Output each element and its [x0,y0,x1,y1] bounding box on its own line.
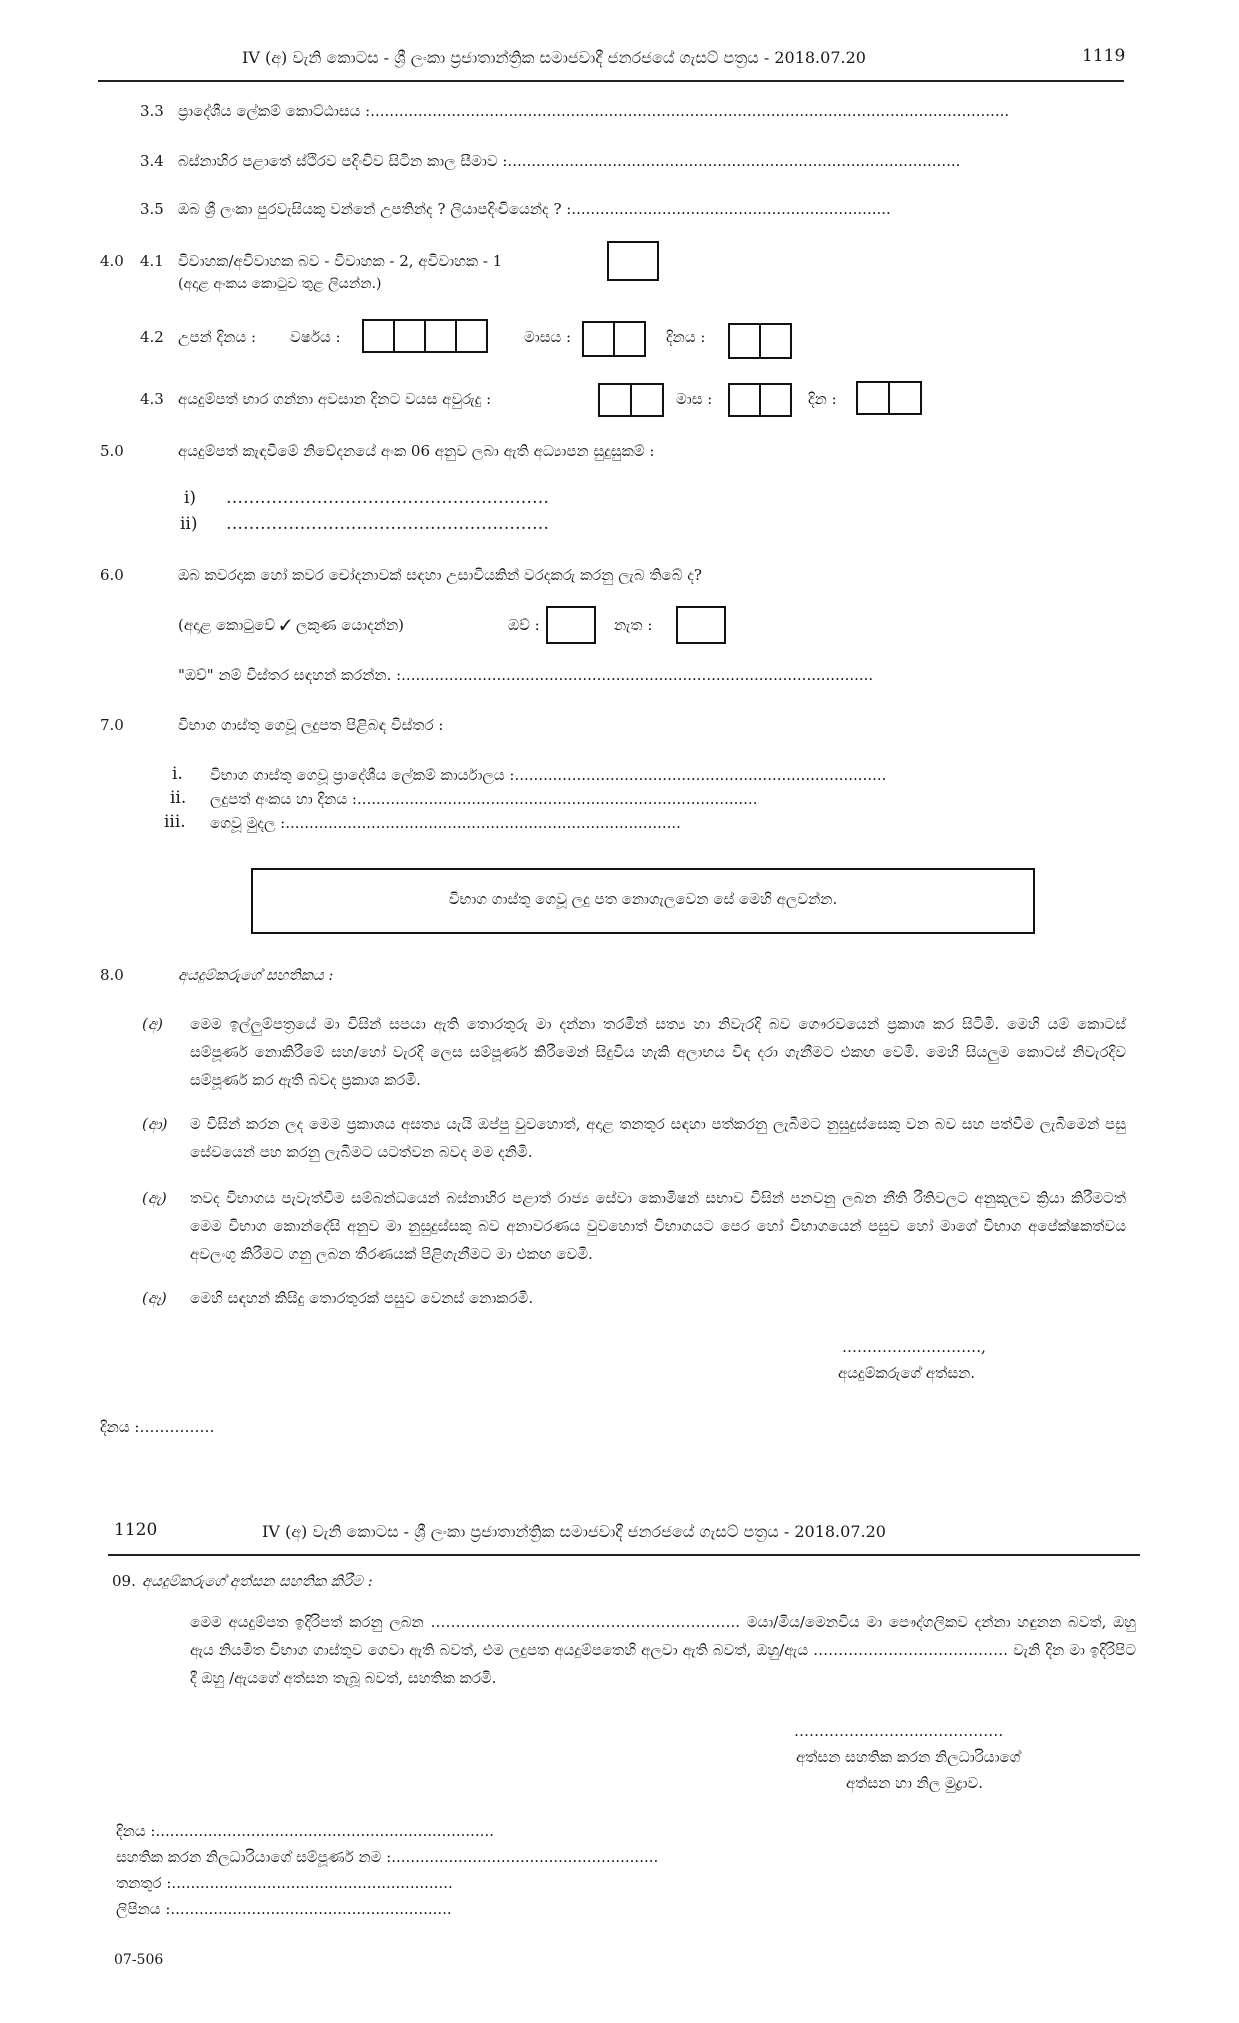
certifier-field: ලිපිනය :........................................................... [116,1900,452,1918]
q3-4-number: 3.4 [140,152,164,170]
receipt-paste-instruction: විභාග ගාස්තු ගෙවූ ලදු පත නොගැලවෙන සේ මෙහි අලවන්න. [448,890,838,908]
declaration-para [142,1110,1126,1166]
page-number: 1120 [114,1520,158,1540]
declaration-para-label: (ආ) [142,1115,168,1133]
q4-1-text: විවාහක/අවිවාහක බව - විවාහක - 2, අවිවාහක - 1 [178,252,503,270]
header-rule [98,80,1124,82]
certifier-field: දිනය :....................................................................... [116,1822,494,1840]
age-months-boxes[interactable] [728,383,792,417]
q7-item-label: ii. [170,788,187,808]
age-years-boxes[interactable] [598,383,664,417]
declaration-para-label: (ඈ) [142,1289,167,1307]
q5-item-dots: ………………………………………………… [226,488,549,508]
q8-title: අයදුම්කරුගේ සහතිකය : [178,966,334,984]
q6-yes-label: ඔව් : [508,616,540,634]
q7-item-field: විභාග ගාස්තු ගෙවූ ප්‍රාදේශීය ලේකම් කාර්යාලය :.............................................................................. [210,766,887,784]
q6-tick-note: (අදාළ කොටුවේ ✓ ලකුණ යොදන්න) [178,616,404,634]
dob-day-boxes[interactable] [728,323,792,359]
certifier-field: තනතුර :........................................................... [116,1874,453,1892]
q3-3-number: 3.3 [140,102,164,120]
q6-no-checkbox[interactable] [676,606,726,644]
applicant-signature-label: අයදුම්කරුගේ අත්සන. [838,1364,976,1382]
q7-item-label: iii. [164,812,186,832]
declaration-para-label: (අ) [142,1015,163,1033]
certifier-seal-label: අත්සන හා නිල මුද්‍රාව. [846,1774,983,1792]
certifier-field: සහතික කරන නිලධාරියාගේ සම්පූර්ණ නම :........................................................ [116,1848,659,1866]
q4-1-note: (අදාළ අංකය කොටුව තුළ ලියන්න.) [178,276,382,292]
certifier-signature-label: අත්සන සහතික කරන නිලධාරියාගේ [796,1748,1021,1766]
q7-item-label: i. [172,764,183,784]
q8-number: 8.0 [100,966,124,984]
q6-number: 6.0 [100,566,124,584]
q7-item-field: ලදුපත් අංකය හා දිනය :.................................................................................... [210,790,758,808]
declaration-para [142,1284,1126,1312]
q5-item-label: i) [184,488,197,508]
q6-details-field: "ඔව්" නම් විස්තර සඳහන් කරන්න. :................................................................................................... [178,666,874,684]
q5-number: 5.0 [100,442,124,460]
declaration-para-text: තවද විභාගය පැවැත්වීම සම්බන්ධයෙන් බස්නාහිර පළාත් රාජ්‍ය සේවා කොමිෂන් සභාව විසින් පනවනු ලබන නීති රීතිවලට අනුකූලව ක්‍රියා කිරීමටත් මෙම විභාග කොන්දේසි අනුව මා නුසුදුස්සකු බව අනාවරණය වුවහොත් විභාගයට පෙර හෝ විභාගයෙන් පසුව හෝ මාගේ විභාග අපේක්ෂකත්වය අවලංගු කිරීමට ගනු ලබන තීරණයක් පිළිගැනීමට මා එකඟ වෙමි. [190,1189,1126,1263]
dob-month-label: මාසය : [524,328,572,346]
declaration-para-text: ම විසින් කරන ලද මෙම ප්‍රකාශය අසත්‍ය යැයි ඔප්පු වුවහොත්, අදාළ තනතුර සඳහා පත්කරනු ලැබීමට නුසුදුස්සෙකු වන බව සහ පත්වීම ලැබීමෙන් පසු සේවයෙන් පහ කරනු ලැබීමට යටත්වන බවද මම දනිමි. [190,1115,1126,1161]
certifier-signature-line: ……………………...…………… [794,1722,1004,1740]
gazette-header-title: IV (අ) වැනි කොටස - ශ්‍රී ලංකා ප්‍රජාතාන්ත්‍රික සමාජවාදී ජනරජයේ ගැසට් පත්‍රය - 2018.07.20 [262,1522,886,1541]
q4-1-number: 4.1 [140,252,164,270]
q4-2-number: 4.2 [140,328,164,346]
dob-label: උපන් දිනය : [178,328,256,346]
declaration-para-text: මෙහි සඳහන් කිසිදු තොරතුරක් පසුව වෙනස් නොකරමි. [190,1289,534,1307]
q6-text: ඔබ කවරදාක හෝ කවර චෝදනාවක් සඳහා උසාවියකින් වරදකරු කරනු ලැබ තිබේ ද? [178,566,702,584]
q3-3-field: ප්‍රාදේශීය ලේකම් කොට්ඨාසය :...................................................................................................................................... [178,102,1010,120]
q5-item-dots: ………………………………………………… [226,514,549,534]
q9-number: 09. [112,1572,136,1590]
age-days-boxes[interactable] [856,381,922,415]
q4-3-number: 4.3 [140,390,164,408]
header-rule [108,1554,1140,1556]
declaration-para-label: (ඇ) [142,1189,167,1207]
age-label: අයදුම්පත් භාර ගන්නා අවසාන දිනට වයස අවුරුදු : [178,390,492,408]
dob-year-label: වර්ෂය : [290,328,341,346]
declaration-para [142,1184,1126,1268]
dob-month-boxes[interactable] [582,321,646,357]
q6-no-label: නැත : [614,616,653,634]
age-days-label: දින : [808,390,837,408]
declaration-para-text: මෙම ඉල්ලුම්පත්‍රයේ මා විසින් සපයා ඇති තොරතුරු මා දන්නා තරමින් සත්‍ය හා නිවැරදි බව ගෞරවයෙන් ප්‍රකාශ කර සිටිමි. මෙහි යම් කොටස් සම්පූර්ණ නොකිරීමේ සහ/හෝ වැරදි ලෙස සම්පූර්ණ කිරීමෙන් සිදුවිය හැකි අලාභය විඳ දරා ගැනීමට එකඟ වෙමි. මෙහි සියලුම කොටස් නිවැරදිව සම්පූර්ණ කර ඇති බවද ප්‍රකාශ කරමි. [190,1015,1126,1089]
applicant-signature-line: …………....…………, [842,1338,986,1356]
q7-text: විභාග ගාස්තු ගෙවූ ලදුපත පිළිබඳ විස්තර : [178,716,444,734]
dob-year-boxes[interactable] [362,319,488,353]
q5-text: අයදුම්පත් කැඳවීමේ නිවේදනයේ අංක 06 අනුව ලබා ඇති අධ්‍යාපන සුදුසුකම් : [178,442,655,460]
q7-item-field: ගෙවූ මුදල :................................................................................... [210,814,681,832]
declaration-para [142,1010,1126,1094]
marital-status-box[interactable] [607,241,659,281]
q3-5-field: ඔබ ශ්‍රී ලංකා පුරවැසියකු වන්නේ උපතින්ද ? ලියාපදිංචියෙන්ද ? :................................................................... [178,200,891,218]
page-number: 1119 [1082,46,1126,66]
q9-title: අයදුම්කරුගේ අත්සන සහතික කිරීම : [142,1572,373,1590]
age-months-label: මාස : [676,390,713,408]
dob-day-label: දිනය : [666,328,706,346]
q9-certification-text: මෙම අයදුම්පත ඉදිරිපත් කරනු ලබන …………………………………………………….. මයා/මිය/මෙනවිය මා පෞද්ගලිකව දන්නා හඳුනන බවත්, ඔහු ඇය නියමිත විභාග ගාස්තුව ගෙවා ඇති බවත්, එම ලදුපත අයදුම්පතෙහි අලවා ඇති බවත්, ඔහු/ඇය ………………………………… වැනි දින මා ඉදිරිපිට දී ඔහු /ඇයගේ අත්සන තැබූ බවත්, සහතික කරමි. [190,1613,1136,1687]
q7-number: 7.0 [100,716,124,734]
q3-4-field: බස්නාහිර පළාතේ ස්ථිරව පදිංචිව සිටින කාල සීමාව :............................................................................................... [178,152,961,170]
q6-yes-checkbox[interactable] [546,606,596,644]
date-field: දිනය :…………… [100,1418,215,1436]
form-code: 07-506 [114,1952,164,1968]
q5-item-label: ii) [180,514,198,534]
gazette-header-title: IV (අ) වැනි කොටස - ශ්‍රී ලංකා ප්‍රජාතාන්ත්‍රික සමාජවාදී ජනරජයේ ගැසට් පත්‍රය - 2018.07.20 [242,48,866,67]
q4-number: 4.0 [100,252,124,270]
q3-5-number: 3.5 [140,200,164,218]
